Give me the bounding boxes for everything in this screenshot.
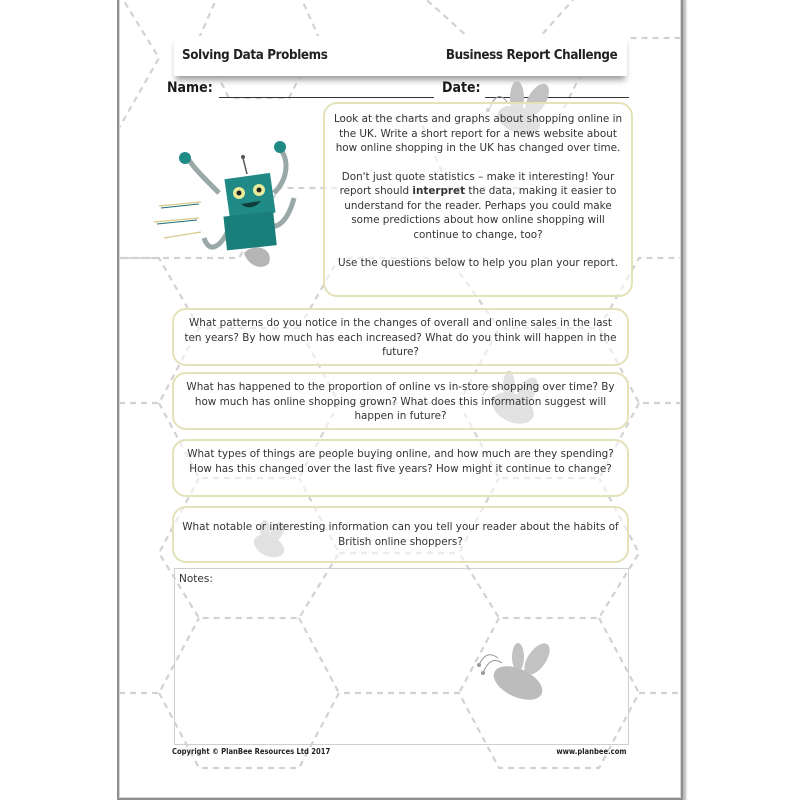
copyright-text: Copyright © PlanBee Resources Ltd 2017 (172, 747, 331, 756)
name-label: Name: (167, 80, 213, 96)
date-label: Date: (442, 80, 481, 96)
question-text: What types of things are people buying online, and how much are they spending? How has this changed over the last five years? How might it continue to change? (187, 448, 614, 475)
worksheet-title: Business Report Challenge (445, 48, 617, 63)
instructions-paragraph-1: Look at the charts and graphs about shopping online in the UK. Write a short report for a news website about how online shopping in the UK has changed over time. (333, 113, 623, 154)
title-banner (174, 36, 627, 76)
instructions-paragraph-2: Don't just quote statistics – make it interesting! Your report should interpret the data, making it easier to understand for the reader. Perhaps you could make some predictions about how online shopping will continue to change, too? (339, 170, 617, 241)
website-link[interactable]: www.planbee.com (555, 747, 626, 756)
name-date-row (167, 80, 629, 102)
question-text: What patterns do you notice in the changes of overall and online sales in the last ten years? By how much has each increased? What do you think will happen in the future? (184, 317, 617, 358)
question-box (172, 439, 629, 497)
notes-label: Notes: (179, 573, 213, 585)
question-text: What has happened to the proportion of online vs in-store shopping over time? By how much has online shopping grown? What does this information suggest will happen in future? (186, 381, 615, 422)
question-box (172, 308, 629, 366)
question-box (172, 372, 629, 430)
worksheet-topic: Solving Data Problems (182, 48, 328, 63)
notes-area[interactable] (174, 568, 629, 745)
worksheet-page (117, 0, 683, 800)
robot-mascot-icon (149, 138, 329, 278)
emphasis-interpret: interpret (412, 185, 466, 197)
question-box (172, 506, 629, 563)
instructions-speech-bubble (323, 102, 633, 297)
instructions-paragraph-3: Use the questions below to help you plan your report. (337, 257, 619, 269)
name-field[interactable] (219, 97, 434, 98)
question-text: What notable or interesting information can you tell your reader about the habits of British online shoppers? (182, 521, 619, 548)
